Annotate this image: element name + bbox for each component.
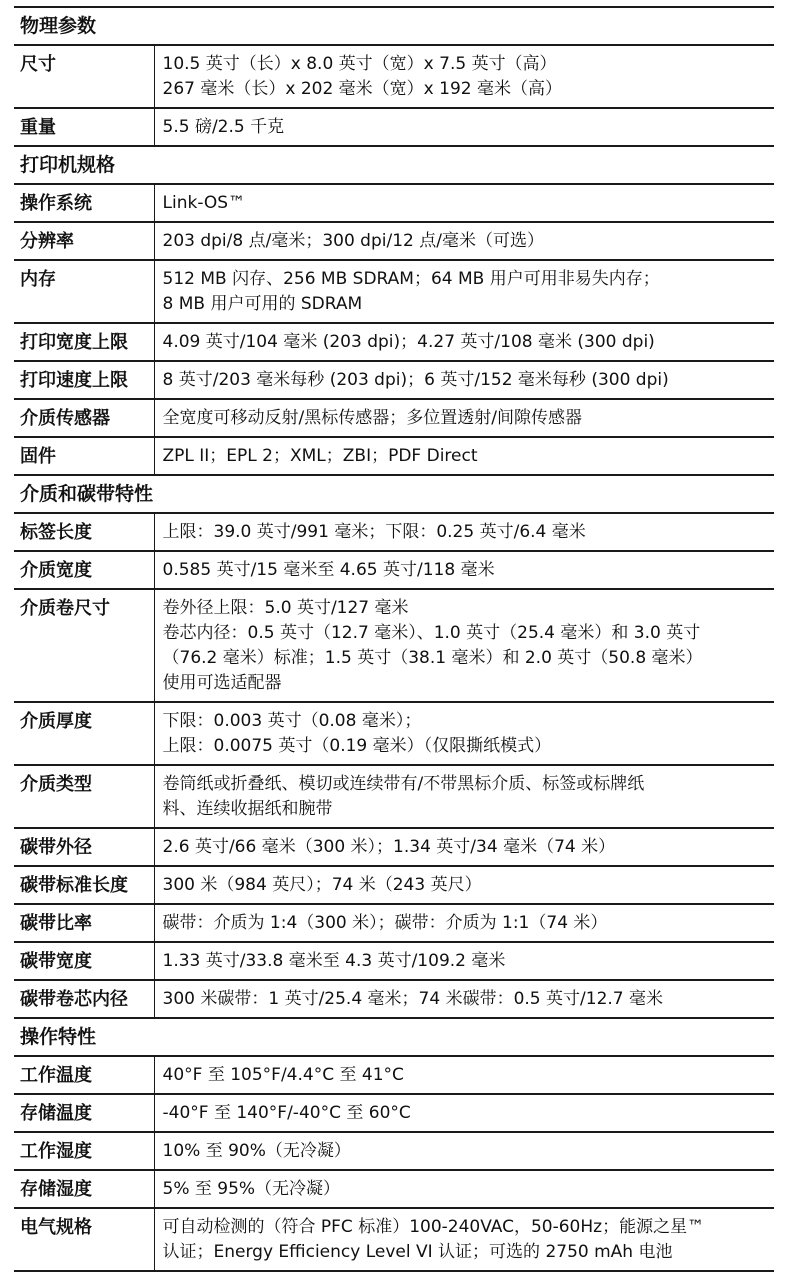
spec-value-line: 300 米（984 英尺）；74 米（243 英尺）: [162, 875, 482, 895]
spec-value: [154, 399, 774, 437]
spec-row: [14, 437, 774, 475]
spec-label: 介质类型: [14, 765, 154, 828]
spec-label: 碳带标准长度: [14, 866, 154, 904]
spec-row: [14, 184, 774, 222]
spec-value-line: 全宽度可移动反射/黑标传感器；多位置透射/间隙传感器: [162, 408, 582, 428]
section-header: [14, 146, 774, 184]
spec-value-line: 碳带：介质为 1:4（300 米）；碳带：介质为 1:1（74 米）: [162, 913, 608, 933]
spec-value-line: 认证；Energy Efficiency Level VI 认证；可选的 2750 mAh 电池: [162, 1242, 673, 1262]
spec-label: 电气规格: [14, 1208, 154, 1271]
spec-value-line: 0.585 英寸/15 毫米至 4.65 英寸/118 毫米: [162, 560, 495, 580]
spec-value: [154, 589, 774, 702]
spec-label: 工作温度: [14, 1056, 154, 1094]
spec-value: [154, 980, 774, 1018]
section-title: 打印机规格: [14, 146, 774, 184]
spec-row: [14, 866, 774, 904]
section-header: [14, 7, 774, 45]
spec-value-line: 料、连续收据纸和腕带: [162, 799, 333, 819]
spec-row: [14, 1170, 774, 1208]
spec-row: [14, 513, 774, 551]
spec-label: 碳带比率: [14, 904, 154, 942]
spec-value: [154, 942, 774, 980]
spec-value-line: 8 英寸/203 毫米每秒 (203 dpi)；6 英寸/152 毫米每秒 (300 dpi): [162, 370, 669, 390]
spec-value-line: Link-OS™: [162, 193, 246, 213]
spec-value-line: 2.6 英寸/66 毫米（300 米）；1.34 英寸/34 毫米（74 米）: [162, 837, 616, 857]
spec-value: [154, 222, 774, 260]
spec-value-line: 5% 至 95%（无冷凝）: [162, 1179, 341, 1199]
spec-row: [14, 765, 774, 828]
spec-value: [154, 702, 774, 765]
spec-value: [154, 765, 774, 828]
spec-value: [154, 45, 774, 108]
spec-label: 碳带宽度: [14, 942, 154, 980]
spec-label: 介质卷尺寸: [14, 589, 154, 702]
spec-value: [154, 437, 774, 475]
spec-value: [154, 513, 774, 551]
spec-value: [154, 323, 774, 361]
spec-row: [14, 260, 774, 323]
spec-row: [14, 589, 774, 702]
spec-value-line: 4.09 英寸/104 毫米 (203 dpi)；4.27 英寸/108 毫米 (300 dpi): [162, 332, 655, 352]
spec-label: 分辨率: [14, 222, 154, 260]
spec-value-line: 下限：0.003 英寸（0.08 毫米）；: [162, 711, 422, 731]
spec-row: [14, 399, 774, 437]
spec-value-line: 40°F 至 105°F/4.4°C 至 41°C: [162, 1065, 404, 1085]
section-title: 介质和碳带特性: [14, 475, 774, 513]
spec-value: [154, 551, 774, 589]
spec-label: 打印速度上限: [14, 361, 154, 399]
spec-value-line: 300 米碳带：1 英寸/25.4 毫米；74 米碳带：0.5 英寸/12.7 毫米: [162, 989, 664, 1009]
section-title: 操作特性: [14, 1018, 774, 1056]
spec-label: 碳带外径: [14, 828, 154, 866]
spec-label: 存储湿度: [14, 1170, 154, 1208]
spec-label: 标签长度: [14, 513, 154, 551]
spec-label: 碳带卷芯内径: [14, 980, 154, 1018]
spec-value: [154, 904, 774, 942]
spec-value: [154, 828, 774, 866]
spec-row: [14, 942, 774, 980]
spec-row: [14, 702, 774, 765]
spec-value: [154, 184, 774, 222]
spec-label: 尺寸: [14, 45, 154, 108]
spec-value-line: -40°F 至 140°F/-40°C 至 60°C: [162, 1103, 411, 1123]
spec-label: 打印宽度上限: [14, 323, 154, 361]
spec-value-line: 203 dpi/8 点/毫米；300 dpi/12 点/毫米（可选）: [162, 231, 544, 251]
spec-value: [154, 1170, 774, 1208]
spec-label: 固件: [14, 437, 154, 475]
spec-label: 内存: [14, 260, 154, 323]
spec-row: [14, 1132, 774, 1170]
section-title: 物理参数: [14, 7, 774, 45]
spec-value-line: （76.2 毫米）标准；1.5 英寸（38.1 毫米）和 2.0 英寸（50.8 毫米）: [162, 648, 703, 668]
spec-row: [14, 45, 774, 108]
spec-table: [14, 6, 774, 1272]
spec-label: 介质厚度: [14, 702, 154, 765]
spec-label: 介质宽度: [14, 551, 154, 589]
spec-value: [154, 1132, 774, 1170]
spec-row: [14, 222, 774, 260]
spec-value-line: 5.5 磅/2.5 千克: [162, 117, 285, 137]
spec-value: [154, 866, 774, 904]
spec-value: [154, 1094, 774, 1132]
spec-value: [154, 361, 774, 399]
spec-row: [14, 1056, 774, 1094]
spec-row: [14, 828, 774, 866]
spec-label: 存储温度: [14, 1094, 154, 1132]
spec-value-line: 卷芯内径：0.5 英寸（12.7 毫米）、1.0 英寸（25.4 毫米）和 3.0 英寸: [162, 623, 701, 643]
spec-value-line: 上限：39.0 英寸/991 毫米；下限：0.25 英寸/6.4 毫米: [162, 522, 586, 542]
spec-label: 工作湿度: [14, 1132, 154, 1170]
spec-row: [14, 551, 774, 589]
spec-row: [14, 904, 774, 942]
spec-row: [14, 1208, 774, 1271]
spec-value-line: 1.33 英寸/33.8 毫米至 4.3 英寸/109.2 毫米: [162, 951, 506, 971]
spec-value: [154, 1208, 774, 1271]
spec-value-line: 267 毫米（长）x 202 毫米（宽）x 192 毫米（高）: [162, 79, 562, 99]
spec-row: [14, 980, 774, 1018]
spec-value-line: 卷外径上限：5.0 英寸/127 毫米: [162, 598, 409, 618]
spec-row: [14, 361, 774, 399]
spec-value-line: 卷筒纸或折叠纸、模切或连续带有/不带黑标介质、标签或标牌纸: [162, 774, 645, 794]
section-header: [14, 475, 774, 513]
spec-table-body: [14, 7, 774, 1271]
spec-label: 重量: [14, 108, 154, 146]
spec-row: [14, 323, 774, 361]
spec-value-line: 可自动检测的（符合 PFC 标准）100-240VAC，50-60Hz；能源之星™: [162, 1217, 705, 1237]
spec-value-line: 8 MB 用户可用的 SDRAM: [162, 294, 363, 314]
spec-value-line: 10% 至 90%（无冷凝）: [162, 1141, 351, 1161]
spec-value-line: 上限：0.0075 英寸（0.19 毫米）（仅限撕纸模式）: [162, 736, 552, 756]
spec-value: [154, 260, 774, 323]
spec-value-line: 使用可选适配器: [162, 673, 282, 693]
spec-label: 操作系统: [14, 184, 154, 222]
spec-value: [154, 1056, 774, 1094]
spec-label: 介质传感器: [14, 399, 154, 437]
spec-value-line: 10.5 英寸（长）x 8.0 英寸（宽）x 7.5 英寸（高）: [162, 54, 557, 74]
spec-row: [14, 1094, 774, 1132]
spec-value-line: 512 MB 闪存、256 MB SDRAM；64 MB 用户可用非易失内存；: [162, 269, 660, 289]
section-header: [14, 1018, 774, 1056]
spec-value-line: ZPL II；EPL 2；XML；ZBI；PDF Direct: [162, 446, 478, 466]
spec-value: [154, 108, 774, 146]
spec-row: [14, 108, 774, 146]
